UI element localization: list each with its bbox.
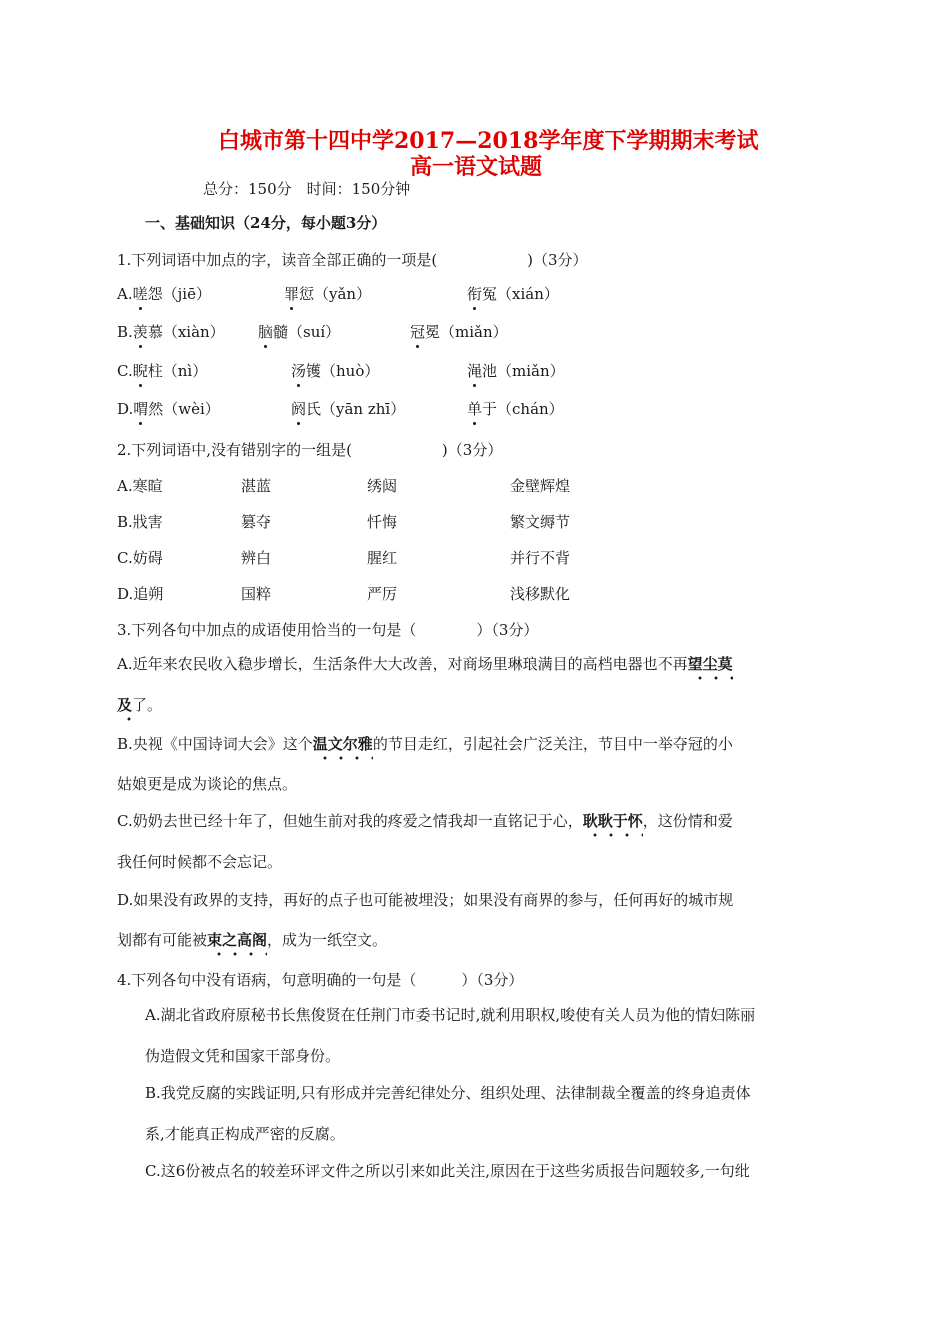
q4-option-b-cont: 系,才能真正构成严密的反腐。 (145, 1125, 345, 1143)
q1-option-a-3: 衔冤（xián） (467, 285, 559, 303)
emphasized-idiom: 及 (117, 696, 133, 714)
dotted-char: 衔 (467, 285, 483, 303)
q2-cell: 金壁辉煌 (510, 477, 571, 495)
q3-option-c-cont: 我任何时候都不会忘记。 (117, 853, 283, 871)
emphasized-idiom: 束之高阁 (207, 931, 268, 949)
q2-cell: 忏悔 (367, 513, 398, 531)
q3-option-a-cont: 及了。 (117, 696, 163, 714)
emphasized-idiom: 温文尔雅 (312, 735, 373, 753)
question-1-stem: 1.下列词语中加点的字，读音全部正确的一项是( )（3分） (117, 251, 588, 269)
q1-option-c: C.睨柱（nì） (117, 362, 208, 380)
exam-title: 白城市第十四中学2017—2018学年度下学期期末考试 (218, 128, 759, 154)
q2-cell: 湛蓝 (241, 477, 272, 495)
q1-option-c-2: 汤镬（huò） (291, 362, 380, 380)
q4-option-c: C.这6份被点名的较差环评文件之所以引来如此关注,原因在于这些劣质报告问题较多,一句纰 (145, 1162, 750, 1180)
dotted-char: 单 (467, 400, 483, 418)
dotted-char: 渑 (467, 362, 483, 380)
q2-cell: 严厉 (367, 585, 398, 603)
q2-cell: C.妨碍 (117, 549, 163, 567)
dotted-char: 脑 (258, 323, 274, 341)
exam-meta: 总分：150分 时间：150分钟 (203, 180, 411, 198)
emphasized-idiom: 耿耿于怀 (582, 812, 643, 830)
emphasized-idiom: 望尘莫 (687, 655, 733, 673)
question-4-stem: 4.下列各句中没有语病，句意明确的一句是（ ）（3分） (117, 971, 524, 989)
q2-cell: 繁文缛节 (510, 513, 571, 531)
section-heading: 一、基础知识（24分，每小题3分） (145, 214, 387, 232)
q2-cell: 绣闼 (367, 477, 398, 495)
q3-option-a: A.近年来农民收入稳步增长，生活条件大大改善，对商场里琳琅满目的高档电器也不再望尘莫 (117, 655, 733, 673)
dotted-char: 羡 (132, 323, 148, 341)
q3-option-c: C.奶奶去世已经十年了，但她生前对我的疼爱之情我却一直铭记于心，耿耿于怀，这份情和爱 (117, 812, 733, 830)
dotted-char: 汤 (291, 362, 307, 380)
q2-cell: A.寒暄 (117, 477, 163, 495)
q2-cell: B.戕害 (117, 513, 163, 531)
q2-cell: 并行不背 (510, 549, 571, 567)
dotted-char: 喟 (133, 400, 149, 418)
dotted-char: 罪 (284, 285, 300, 303)
q1-option-a-2: 罪愆（yǎn） (284, 285, 372, 303)
question-3-stem: 3.下列各句中加点的成语使用恰当的一句是（ ）（3分） (117, 621, 539, 639)
q4-option-a: A.湖北省政府原秘书长焦俊贤在任荆门市委书记时,就利用职权,唆使有关人员为他的情妇陈丽 (145, 1006, 756, 1024)
q1-option-b: B.羡慕（xiàn） (117, 323, 225, 341)
question-2-stem: 2.下列词语中,没有错别字的一组是( )（3分） (117, 441, 503, 459)
q3-option-d-cont: 划都有可能被束之高阁，成为一纸空文。 (117, 931, 388, 949)
q2-cell: D.追朔 (117, 585, 164, 603)
dotted-char: 嗟 (132, 285, 148, 303)
dotted-char: 阏 (291, 400, 307, 418)
q1-option-d: D.喟然（wèi） (117, 400, 220, 418)
dotted-char: 冠 (410, 323, 426, 341)
q1-option-a: A.嗟怨（jiē） (117, 285, 211, 303)
q2-cell: 国粹 (241, 585, 272, 603)
q1-option-c-3: 渑池（miǎn） (467, 362, 565, 380)
q3-option-b: B.央视《中国诗词大会》这个温文尔雅的节目走红，引起社会广泛关注，节目中一举夺冠的小 (117, 735, 733, 753)
q1-option-d-2: 阏氏（yān zhī） (291, 400, 406, 418)
q2-cell: 篡夺 (241, 513, 272, 531)
dotted-char: 睨 (132, 362, 148, 380)
q1-option-d-3: 单于（chán） (467, 400, 564, 418)
exam-subtitle: 高一语文试题 (410, 154, 543, 180)
q1-option-b-2: 脑髓（suí） (258, 323, 341, 341)
q4-option-b: B.我党反腐的实践证明,只有形成并完善纪律处分、组织处理、法律制裁全覆盖的终身追责体 (145, 1084, 751, 1102)
q3-option-d: D.如果没有政界的支持，再好的点子也可能被埋没；如果没有商界的参与，任何再好的城市规 (117, 891, 734, 909)
q2-cell: 浅移默化 (510, 585, 571, 603)
q4-option-a-cont: 伪造假文凭和国家干部身份。 (145, 1047, 341, 1065)
q3-option-b-cont: 姑娘更是成为谈论的焦点。 (117, 775, 298, 793)
q1-option-b-3: 冠冕（miǎn） (410, 323, 508, 341)
q2-cell: 辨白 (241, 549, 272, 567)
q2-cell: 腥红 (367, 549, 398, 567)
